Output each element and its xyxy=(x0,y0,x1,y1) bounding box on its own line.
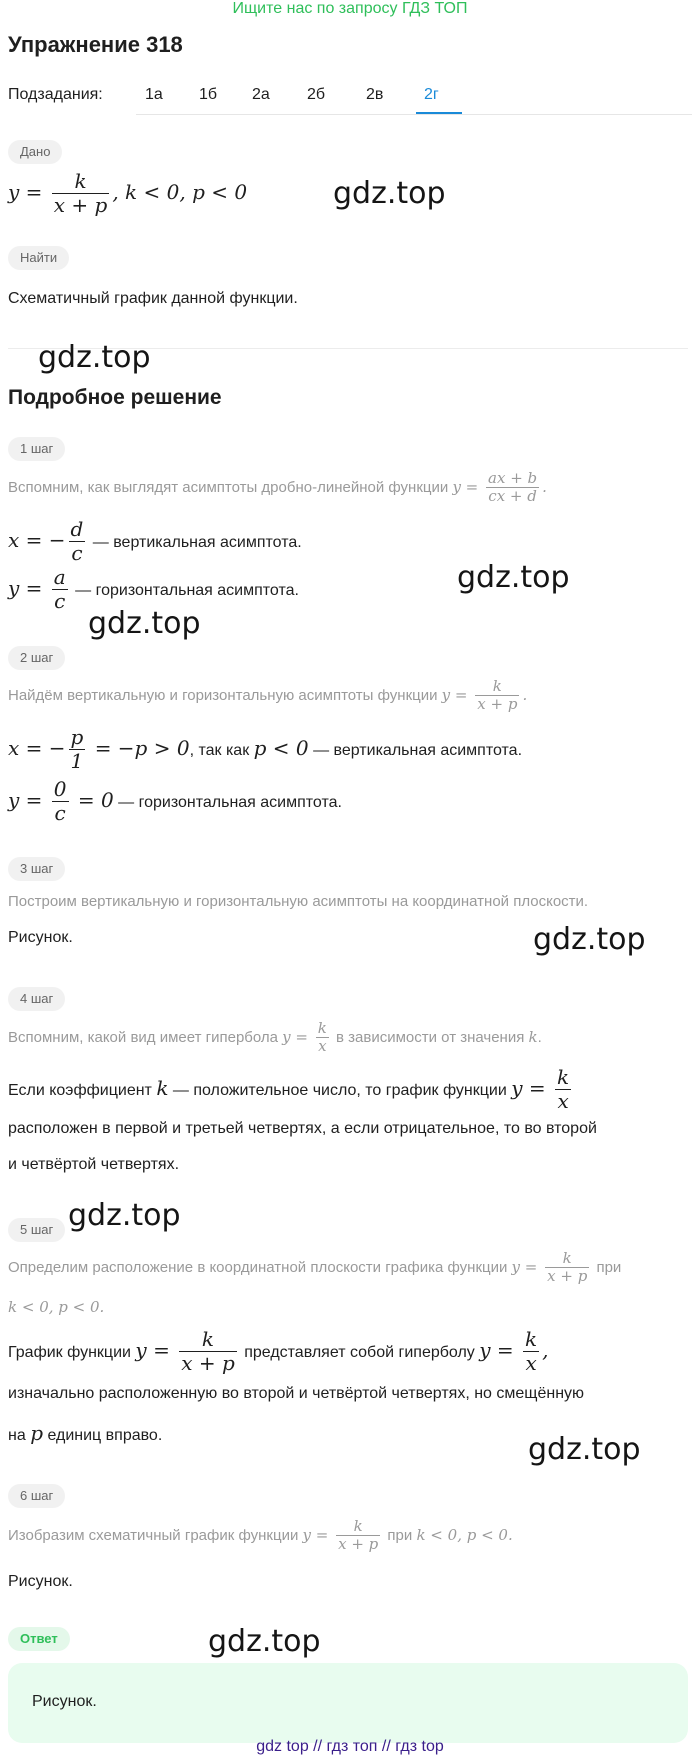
step-1-pill: 1 шаг xyxy=(8,437,65,461)
step-4-para-3: и четвёртой четвертях. xyxy=(8,1156,180,1173)
watermark: gdz.top xyxy=(333,176,446,211)
step-5-para-1: График функции y = $\frac{k}{x + p}$ представляет собой гиперболу y = $\frac{k}{x}$ , xyxy=(8,1327,549,1375)
promo-link[interactable]: Ищите нас по запросу ГДЗ ТОП xyxy=(232,0,468,17)
tab-2v[interactable]: 2в xyxy=(366,86,384,103)
step-5-intro-cond: k < 0, p < 0. xyxy=(8,1298,105,1316)
step-4-para-1: Если коэффициент k — положительное число, то график функции y = $\frac{k}{x}$ xyxy=(8,1065,570,1113)
step-6-body: Рисунок. xyxy=(8,1573,73,1590)
step-5-intro: Определим расположение в координатной плоскости графика функции y = $\frac{k}{x + p}$ при xyxy=(8,1249,622,1286)
given-formula: y = $\frac{k}{x + p}$ , k < 0, p < 0 xyxy=(8,169,248,217)
watermark: gdz.top xyxy=(528,1432,641,1467)
subtasks-bar xyxy=(8,76,688,116)
watermark: gdz.top xyxy=(208,1624,321,1659)
step-6-pill: 6 шаг xyxy=(8,1484,65,1508)
step-1-line-2: y = $\frac{a}{c}$ — горизонтальная асимптота. xyxy=(8,565,299,613)
footer-sep-1: // xyxy=(313,1738,323,1755)
step-3-body: Рисунок. xyxy=(8,929,73,946)
page-title: Упражнение 318 xyxy=(8,32,183,57)
answer-text: Рисунок. xyxy=(32,1693,97,1710)
footer-link-2[interactable]: гдз топ xyxy=(326,1738,378,1755)
footer-link-1[interactable]: gdz top xyxy=(256,1738,309,1755)
active-tab-indicator xyxy=(416,112,462,114)
footer-link-3[interactable]: гдз top xyxy=(395,1738,444,1755)
find-text: Схематичный график данной функции. xyxy=(8,290,298,307)
step-6-intro: Изобразим схематичный график функции y = $\frac{k}{x + p}$ при k < 0, p < 0. xyxy=(8,1517,513,1554)
watermark: gdz.top xyxy=(88,606,201,641)
step-4-para-2: расположен в первой и третьей четвертях, а если отрицательное, то во второй xyxy=(8,1120,597,1137)
answer-box xyxy=(8,1663,688,1743)
step-4-intro: Вспомним, какой вид имеет гипербола y = $\frac{k}{x}$ в зависимости от значения k. xyxy=(8,1019,542,1056)
solution-title: Подробное решение xyxy=(8,386,222,409)
step-2-intro: Найдём вертикальную и горизонтальную асимптоты функции y = $\frac{k}{x + p}$ . xyxy=(8,677,528,714)
footer-sep-2: // xyxy=(381,1738,391,1755)
step-3-pill: 3 шаг xyxy=(8,857,65,881)
step-1-intro: Вспомним, как выглядят асимптоты дробно-линейной функции y = $\frac{ax + b}{cx + d}$ . xyxy=(8,469,547,506)
step-1-line-1: x = − $\frac{d}{c}$ — вертикальная асимптота. xyxy=(8,517,302,565)
tab-2b[interactable]: 2б xyxy=(307,86,326,103)
tab-2g[interactable]: 2г xyxy=(424,86,439,103)
footer-links xyxy=(0,1738,700,1756)
tab-2a[interactable]: 2а xyxy=(252,86,270,103)
find-pill: Найти xyxy=(8,246,69,270)
step-5-para-2: изначально расположенную во второй и четвёртой четвертях, но смещённую xyxy=(8,1385,585,1402)
step-5-para-3: на p единиц вправо. xyxy=(8,1421,163,1445)
step-2-line-2: y = $\frac{0}{c}$ = 0 — горизонтальная асимптота. xyxy=(8,777,342,825)
tab-1a[interactable]: 1а xyxy=(145,86,163,103)
given-pill: Дано xyxy=(8,140,62,164)
tabs-divider xyxy=(136,114,692,115)
step-3-intro: Построим вертикальную и горизонтальную асимптоты на координатной плоскости. xyxy=(8,893,589,910)
watermark: gdz.top xyxy=(457,560,570,595)
answer-pill: Ответ xyxy=(8,1627,70,1651)
step-2-pill: 2 шаг xyxy=(8,646,65,670)
watermark: gdz.top xyxy=(68,1198,181,1233)
watermark: gdz.top xyxy=(533,922,646,957)
tab-1b[interactable]: 1б xyxy=(199,86,218,103)
step-5-pill: 5 шаг xyxy=(8,1218,65,1242)
step-2-line-1: x = − $\frac{p}{1}$ = −p > 0, так как p < 0 — вертикальная асимптота. xyxy=(8,725,523,773)
step-4-pill: 4 шаг xyxy=(8,987,65,1011)
watermark: gdz.top xyxy=(38,340,151,375)
subtasks-label: Подзадания: xyxy=(8,86,103,103)
